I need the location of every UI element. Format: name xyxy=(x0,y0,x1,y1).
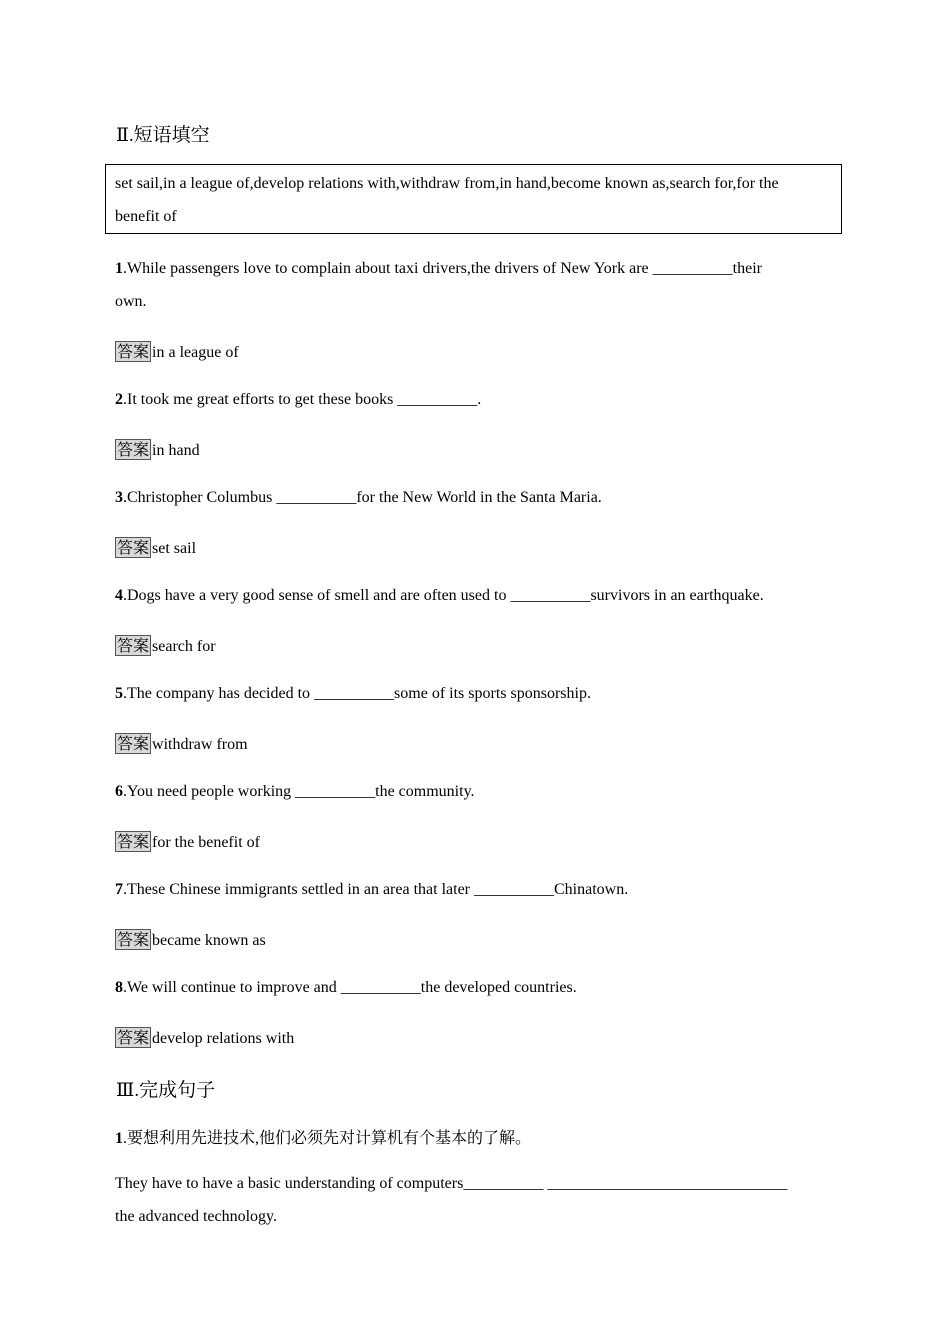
answer-2 xyxy=(115,439,200,460)
answer-4 xyxy=(115,635,216,656)
question-8 xyxy=(115,979,577,997)
answer-badge: 答案 xyxy=(117,440,150,459)
question-text: .While passengers love to complain about taxi drivers,the drivers of New York are __________their xyxy=(123,260,762,277)
answer-badge: 答案 xyxy=(117,1028,150,1047)
answer-text: search for xyxy=(152,638,216,655)
answer-badge: 答案 xyxy=(117,832,150,851)
answer-text: for the benefit of xyxy=(152,834,260,851)
phrase-box-line-2: benefit of xyxy=(115,208,177,225)
answer-text: develop relations with xyxy=(152,1030,295,1047)
question-text: .You need people working __________the community. xyxy=(123,783,475,800)
question-number: 6 xyxy=(115,783,123,800)
question-number: 8 xyxy=(115,979,123,996)
question-3 xyxy=(115,489,602,507)
section3-question-1-english-line-1: They have to have a basic understanding of computers__________ ______________________________ xyxy=(115,1175,788,1192)
phrase-box xyxy=(105,164,842,234)
question-4 xyxy=(115,587,764,605)
question-7 xyxy=(115,881,628,899)
answer-text: in a league of xyxy=(152,344,239,361)
question-number: 1 xyxy=(115,1130,123,1147)
question-number: 5 xyxy=(115,685,123,702)
question-number: 2 xyxy=(115,391,123,408)
question-text: .要想利用先进技术,他们必须先对计算机有个基本的了解。 xyxy=(123,1130,532,1147)
question-number: 7 xyxy=(115,881,123,898)
answer-text: set sail xyxy=(152,540,197,557)
question-number: 3 xyxy=(115,489,123,506)
question-text: .It took me great efforts to get these books __________. xyxy=(123,391,482,408)
question-text: .Dogs have a very good sense of smell and are often used to __________survivors in an earthquake. xyxy=(123,587,764,604)
answer-text: withdraw from xyxy=(152,736,248,753)
answer-8 xyxy=(115,1027,294,1048)
answer-6 xyxy=(115,831,260,852)
section-title-complete-sentences: Ⅲ.完成句子 xyxy=(116,1080,216,1101)
question-number: 1 xyxy=(115,260,123,277)
answer-badge: 答案 xyxy=(117,930,150,949)
answer-badge: 答案 xyxy=(117,342,150,361)
answer-5 xyxy=(115,733,248,754)
phrase-box-line-1: set sail,in a league of,develop relations with,withdraw from,in hand,become known as,search for,for the xyxy=(115,175,779,192)
answer-badge: 答案 xyxy=(117,636,150,655)
question-2 xyxy=(115,391,481,409)
answer-7 xyxy=(115,929,266,950)
answer-text: became known as xyxy=(152,932,266,949)
answer-text: in hand xyxy=(152,442,200,459)
question-6 xyxy=(115,783,475,801)
question-text: .We will continue to improve and __________the developed countries. xyxy=(123,979,577,996)
section3-question-1-chinese xyxy=(115,1125,531,1148)
question-5 xyxy=(115,685,591,703)
answer-badge: 答案 xyxy=(117,734,150,753)
question-1 xyxy=(115,260,762,278)
answer-1 xyxy=(115,341,239,362)
section-title-phrase-fill: Ⅱ.短语填空 xyxy=(116,125,210,146)
question-text: .Christopher Columbus __________for the New World in the Santa Maria. xyxy=(123,489,602,506)
question-1-line-2: own. xyxy=(115,293,147,310)
question-text: .These Chinese immigrants settled in an area that later __________Chinatown. xyxy=(123,881,629,898)
answer-badge: 答案 xyxy=(117,538,150,557)
section3-question-1-english-line-2: the advanced technology. xyxy=(115,1208,278,1225)
question-text: .The company has decided to __________some of its sports sponsorship. xyxy=(123,685,591,702)
question-number: 4 xyxy=(115,587,123,604)
answer-3 xyxy=(115,537,196,558)
